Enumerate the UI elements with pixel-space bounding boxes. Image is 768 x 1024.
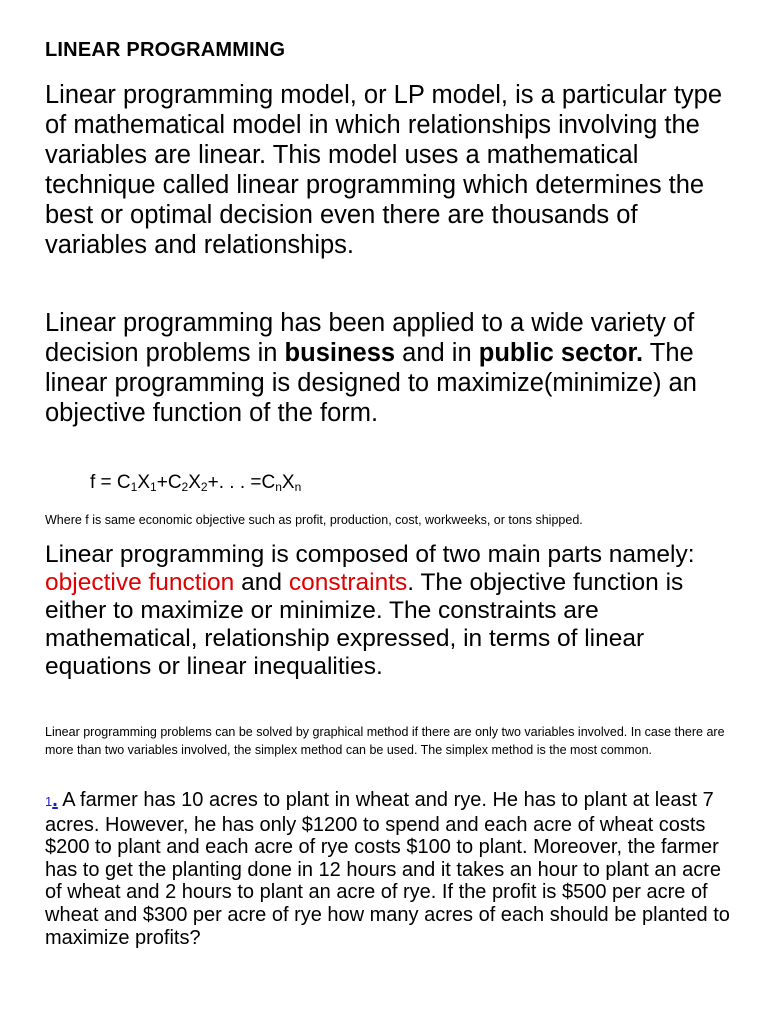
public-sector-term: public sector. xyxy=(478,339,644,367)
parts-text-a: Linear programming is composed of two main parts namely: xyxy=(45,541,695,568)
intro-paragraph: Linear programming model, or LP model, is a particular type of mathematical model in which relationships involving the variables are linear. This model uses a mathematical technique called linear programming which determines the best or optimal decision even there are thousands of variables and relationships. xyxy=(45,81,723,259)
applications-text-a: Linear programming has been applied to a wide variety of decision problems in xyxy=(45,309,695,367)
formula-subscript: 1 xyxy=(150,480,157,494)
formula-note: Where f is same economic objective such as profit, production, cost, workweeks, or tons shipped. xyxy=(45,513,583,527)
formula-part: +C xyxy=(156,472,182,493)
problem-number-link[interactable]: . xyxy=(52,789,58,811)
formula-part: +. . . =C xyxy=(207,472,276,493)
applications-paragraph xyxy=(45,308,735,428)
problem-text: A farmer has 10 acres to plant in wheat and rye. He has to plant at least 7 acres. However, he has only $1200 to spend and each acre of wheat costs $200 to plant and each acre of rye costs $100 to plant. Moreover, the farmer has to get the planting done in 12 hours and it takes an hour to plant an acre of wheat and 2 hours to plant an acre of rye. If the profit is $500 per acre of wheat and $300 per acre of rye how many acres of each should be planted to maximize xyxy=(45,789,730,949)
formula-part: X xyxy=(137,472,151,493)
business-term: business xyxy=(284,339,396,367)
page-title: LINEAR PROGRAMMING xyxy=(45,39,286,61)
formula-subscript: 1 xyxy=(130,480,138,494)
constraints-term: constraints xyxy=(288,569,408,596)
objective-function-term: objective function xyxy=(45,569,235,596)
methods-note: Linear programming problems can be solved by graphical method if there are only two variables involved. In case there are more than two variables involved, the simplex method can be used. The simplex method is the most common. xyxy=(45,725,725,757)
formula-subscript: 2 xyxy=(181,480,189,494)
formula-subscript: 2 xyxy=(200,480,208,494)
formula-part: f = C xyxy=(90,472,131,493)
formula-part: X xyxy=(281,472,295,493)
parts-paragraph xyxy=(45,541,735,681)
problem-number: 1 xyxy=(45,794,53,809)
formula-subscript: n xyxy=(275,480,282,494)
objective-formula xyxy=(90,472,301,494)
problem-text-end: profits? xyxy=(135,926,201,949)
applications-text-b: and in xyxy=(395,339,479,367)
parts-text-c: . The objective function is either to maximize or minimize. The constraints are mathematical, relationship expressed, in terms of linear equations or linear inequalities. xyxy=(45,569,684,680)
applications-text-c: The linear programming is designed to maximize(minimize) an objective function of the form. xyxy=(45,339,697,427)
parts-text-b: and xyxy=(234,569,289,596)
formula-part: X xyxy=(188,472,201,493)
problem-1 xyxy=(45,789,735,949)
formula-subscript: n xyxy=(294,480,302,494)
